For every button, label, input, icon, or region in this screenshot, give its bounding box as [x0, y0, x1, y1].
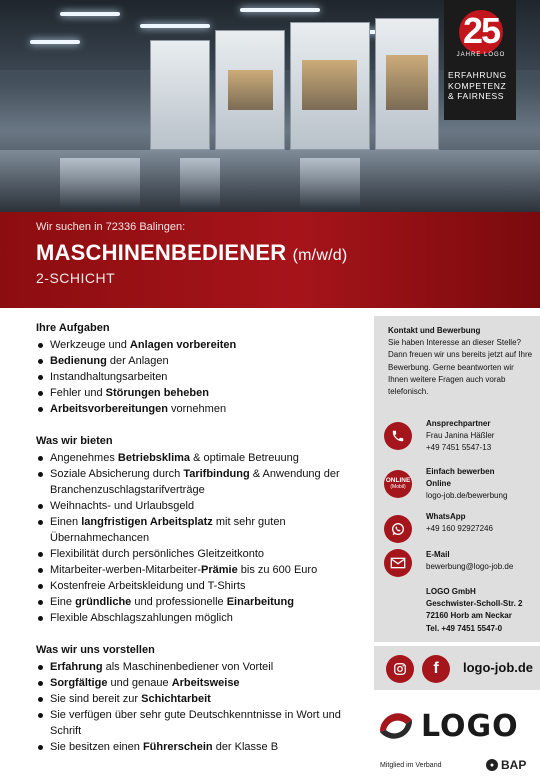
badge-claim: ERFAHRUNG	[448, 70, 507, 80]
anniversary-badge	[444, 0, 516, 120]
hero-light	[240, 8, 320, 12]
online-icon-sub: (Mobil)	[390, 484, 406, 490]
list-item	[36, 401, 366, 417]
hero-reflection	[300, 158, 360, 208]
bap-mark-icon: ●	[486, 759, 498, 771]
list-item-highlight: Arbeitsweise	[171, 677, 240, 689]
badge-claims	[448, 70, 516, 102]
contact-panel	[374, 316, 540, 642]
list-item	[36, 546, 366, 562]
company-logo	[374, 704, 534, 748]
list-item	[36, 369, 366, 385]
company-name: LOGO GmbH	[426, 587, 476, 596]
badge-claim: KOMPETENZ	[448, 80, 507, 91]
offer-title: Was wir bieten	[36, 435, 113, 447]
list-item-text: Flexible Abschlagszahlungen möglich	[50, 612, 233, 624]
list-item	[36, 739, 366, 755]
list-item	[36, 385, 366, 401]
location-intro: Wir suchen in 72336 Balingen:	[36, 221, 186, 233]
list-item-highlight: langfristigen Arbeitsplatz	[81, 516, 213, 528]
list-item-highlight: Schichtarbeit	[141, 693, 211, 705]
list-item-highlight: Sorgfältige	[50, 677, 108, 689]
list-item	[36, 610, 366, 626]
company-address	[426, 586, 522, 635]
instagram-icon[interactable]	[386, 655, 414, 683]
hero-machine-window	[386, 55, 428, 110]
company-city: 72160 Horb am Neckar	[426, 611, 512, 621]
online-url[interactable]: logo-job.de/bewerbung	[426, 491, 508, 501]
contact-whatsapp-text	[426, 511, 538, 535]
list-item-text: Soziale Absicherung durch	[50, 468, 184, 480]
bap-text: BAP	[501, 758, 527, 772]
list-item	[36, 337, 366, 353]
list-item-text: Flexibilität durch persönliches Gleitzeitkonto	[50, 548, 264, 560]
email-address[interactable]: bewerbung@logo-job.de	[426, 562, 514, 572]
list-item	[36, 707, 366, 739]
whatsapp-icon	[384, 515, 412, 543]
hero-light	[30, 40, 80, 44]
list-item-text: und genaue	[107, 677, 172, 689]
list-item	[36, 450, 366, 466]
company-phone[interactable]: Tel. +49 7451 5547-0	[426, 623, 503, 633]
profile-list	[36, 659, 366, 755]
contact-person-text	[426, 418, 538, 455]
list-item-text: Weihnachts- und Urlaubsgeld	[50, 500, 195, 512]
badge-number: 25	[462, 10, 500, 51]
company-street: Geschwister-Scholl-Str. 2	[426, 599, 523, 609]
list-item-highlight: Anlagen vorbereiten	[129, 339, 237, 351]
person-label: Ansprechpartner	[426, 419, 491, 428]
badge-claim: & FAIRNESS	[448, 91, 505, 101]
list-item	[36, 675, 366, 691]
tasks-title: Ihre Aufgaben	[36, 322, 110, 334]
contact-text: Sie haben Interesse an dieser Stelle? Dann freuen wir uns bereits jetzt auf Ihre Bewerbung. Gerne beantworten wir Ihnen weitere Fragen auch vorab telefonisch.	[388, 338, 533, 397]
list-item-highlight: Prämie	[201, 564, 238, 576]
job-title-suffix: (m/w/d)	[292, 247, 348, 264]
bap-logo	[486, 758, 526, 772]
logo-mark-icon	[376, 706, 416, 746]
contact-intro	[388, 325, 536, 398]
online-label: Einfach bewerben	[426, 467, 495, 476]
hero-machine	[150, 40, 210, 150]
list-item-text: & Anwendung der Branchenzuschlagstarifverträge	[50, 468, 340, 496]
social-bar	[374, 646, 540, 690]
list-item-text: & optimale Betreuung	[190, 452, 299, 464]
logo-wordmark: LOGO	[421, 709, 519, 744]
list-item-text: Angenehmes	[50, 452, 118, 464]
list-item-highlight: Betriebsklima	[117, 452, 191, 464]
list-item-text: Werkzeuge und	[50, 339, 130, 351]
hero-light	[140, 24, 210, 28]
list-item	[36, 498, 366, 514]
job-title-text: MASCHINENBEDIENER	[36, 240, 287, 265]
list-item-highlight: Störungen beheben	[105, 387, 209, 399]
hero-light	[60, 12, 120, 16]
list-item-highlight: Einarbeitung	[226, 596, 294, 608]
person-phone[interactable]: +49 7451 5547-13	[426, 443, 492, 453]
online-label-2: Online	[426, 479, 451, 489]
list-item-text: Sie verfügen über sehr gute Deutschkenntnisse in Wort und Schrift	[50, 709, 341, 737]
shift-model: 2-SCHICHT	[36, 270, 116, 286]
list-item-text: vornehmen	[167, 403, 227, 415]
list-item	[36, 353, 366, 369]
list-item	[36, 691, 366, 707]
email-label: E-Mail	[426, 550, 450, 559]
phone-icon	[384, 422, 412, 450]
list-item	[36, 562, 366, 578]
list-item-text: als Maschinenbediener von Vorteil	[102, 661, 274, 673]
offer-list	[36, 450, 366, 626]
website-link[interactable]: logo-job.de	[463, 660, 534, 675]
online-icon-text: ONLINE	[385, 477, 411, 484]
contact-heading: Kontakt und Bewerbung	[388, 326, 481, 335]
member-label: Mitglied im Verband	[380, 762, 442, 769]
list-item-highlight: Tarifbindung	[183, 468, 250, 480]
list-item-text: Sie besitzen einen	[50, 741, 143, 753]
list-item-text: und professionelle	[131, 596, 227, 608]
list-item-highlight: Bedienung	[50, 355, 107, 367]
list-item-highlight: Erfahrung	[50, 661, 103, 673]
list-item-text: mit sehr guten Übernahmechancen	[50, 516, 286, 544]
online-icon	[384, 470, 412, 498]
list-item	[36, 659, 366, 675]
list-item-highlight: gründliche	[75, 596, 132, 608]
whatsapp-number[interactable]: +49 160 92927246	[426, 524, 493, 534]
list-item-text: der Anlagen	[106, 355, 169, 367]
hero-reflection	[60, 158, 140, 208]
list-item-highlight: Führerschein	[142, 741, 213, 753]
list-item-text: bis zu 600 Euro	[237, 564, 318, 576]
title-band	[0, 212, 540, 308]
list-item-text: der Klasse B	[212, 741, 279, 753]
list-item-highlight: Arbeitsvorbereitungen	[50, 403, 168, 415]
contact-email-text	[426, 549, 538, 573]
hero-reflection	[180, 158, 220, 208]
person-name: Frau Janina Häßler	[426, 431, 495, 441]
hero-machine-window	[302, 60, 357, 110]
contact-online-text	[426, 466, 538, 503]
job-title	[36, 240, 347, 266]
list-item	[36, 466, 366, 498]
list-item-text: Kostenfreie Arbeitskleidung und T-Shirts	[50, 580, 246, 592]
mail-icon	[384, 549, 412, 577]
list-item-text: Instandhaltungsarbeiten	[50, 371, 168, 383]
list-item-text: Fehler und	[50, 387, 106, 399]
list-item	[36, 514, 366, 546]
list-item-text: Einen	[50, 516, 82, 528]
list-item-text: Mitarbeiter-werben-Mitarbeiter-	[50, 564, 201, 576]
job-details	[36, 320, 366, 755]
whatsapp-label: WhatsApp	[426, 512, 466, 521]
list-item	[36, 594, 366, 610]
facebook-icon[interactable]: f	[422, 655, 450, 683]
list-item-text: Sie sind bereit zur	[50, 693, 142, 705]
profile-title: Was wir uns vorstellen	[36, 644, 155, 656]
tasks-list	[36, 337, 366, 417]
list-item	[36, 578, 366, 594]
badge-subtitle: JAHRE LOGO	[456, 52, 506, 58]
hero-machine-window	[228, 70, 273, 110]
list-item-text: Eine	[50, 596, 76, 608]
